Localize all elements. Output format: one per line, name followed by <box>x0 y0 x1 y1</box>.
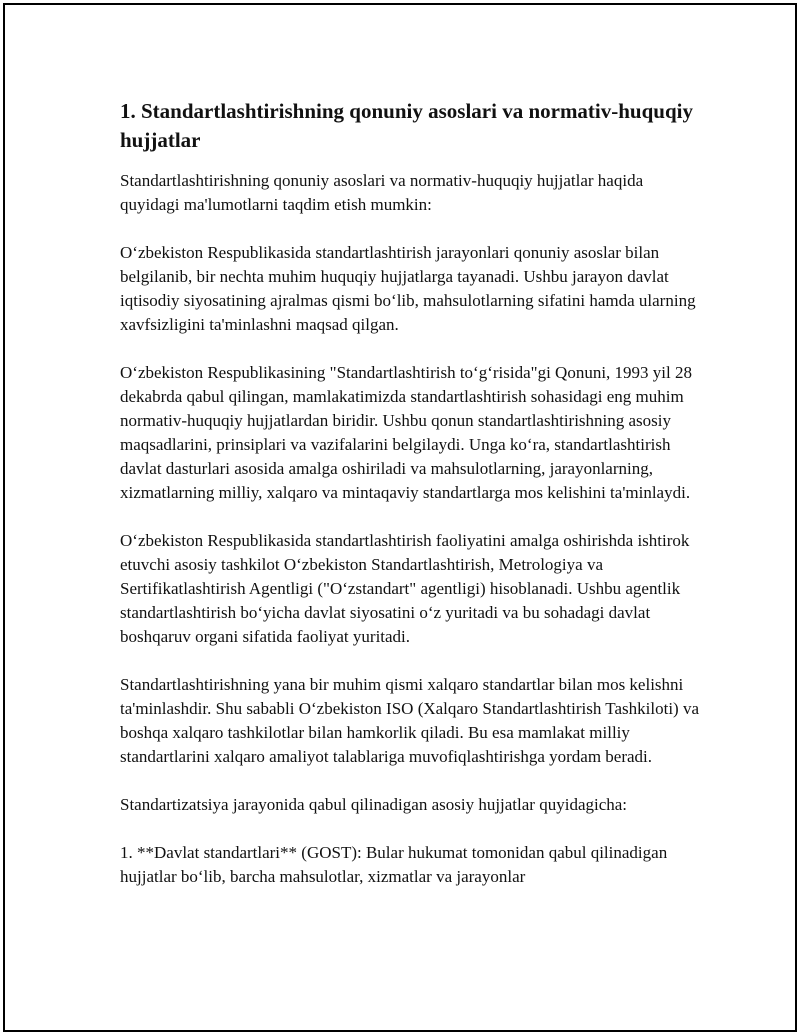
paragraph-uzstandard-agency: O‘zbekiston Respublikasida standartlashtirish faoliyatini amalga oshirishda ishtirok etuvchi asosiy tashkilot O‘zbekiston Standartlashtirish, Metrologiya va Sertifikatlashtirish Agentligi ("O‘zstandart" agentligi) hisoblanadi. Ushbu agentlik standartlashtirish bo‘yicha davlat siyosatini o‘z yuritadi va bu sohadagi davlat boshqaruv organi sifatida faoliyat yuritadi. <box>120 531 690 646</box>
document-page <box>3 3 797 1032</box>
list-item-state-standards: 1. **Davlat standartlari** (GOST): Bular hukumat tomonidan qabul qilinadigan hujjatlar bo‘lib, barcha mahsulotlar, xizmatlar va jarayonlar <box>120 843 668 886</box>
paragraph-standardization-law: O‘zbekiston Respublikasining "Standartlashtirish to‘g‘risida"gi Qonuni, 1993 yil 28 dekabrda qabul qilingan, mamlakatimizda standartlashtirish sohasidagi eng muhim normativ-huquqiy hujjatlardan biridir. Ushbu qonun standartlashtirishning asosiy maqsadlarini, prinsiplari va vazifalarini belgilaydi. Unga ko‘ra, standartlashtirish davlat dasturlari asosida amalga oshiriladi va mahsulotlarning, jarayonlarning, xizmatlarning milliy, xalqaro va mintaqaviy standartlarga mos kelishini ta'minlaydi. <box>120 363 692 502</box>
paragraph-international-standards: Standartlashtirishning yana bir muhim qismi xalqaro standartlar bilan mos kelishni ta'minlashdir. Shu sababli O‘zbekiston ISO (Xalqaro Standartlashtirish Tashkiloti) va boshqa xalqaro tashkilotlar bilan hamkorlik qiladi. Bu esa mamlakat milliy standartlarini xalqaro amaliyot talablariga muvofiqlashtirishga yordam beradi. <box>120 675 699 766</box>
paragraph-legal-basis: O‘zbekiston Respublikasida standartlashtirish jarayonlari qonuniy asoslar bilan belgilanib, bir nechta muhim huquqiy hujjatlarga tayanadi. Ushbu jarayon davlat iqtisodiy siyosatining ajralmas qismi bo‘lib, mahsulotlarning sifatini hamda ularning xavfsizligini ta'minlashni maqsad qilgan. <box>120 243 696 334</box>
paragraph-intro: Standartlashtirishning qonuniy asoslari va normativ-huquqiy hujjatlar haqida quyidagi ma'lumotlarni taqdim etish mumkin: <box>120 171 644 214</box>
paragraph-documents-intro: Standartizatsiya jarayonida qabul qilinadigan asosiy hujjatlar quyidagicha: <box>120 795 628 814</box>
document-body <box>120 97 700 913</box>
document-title: 1. Standartlashtirishning qonuniy asoslari va normativ-huquqiy hujjatlar <box>120 99 693 152</box>
